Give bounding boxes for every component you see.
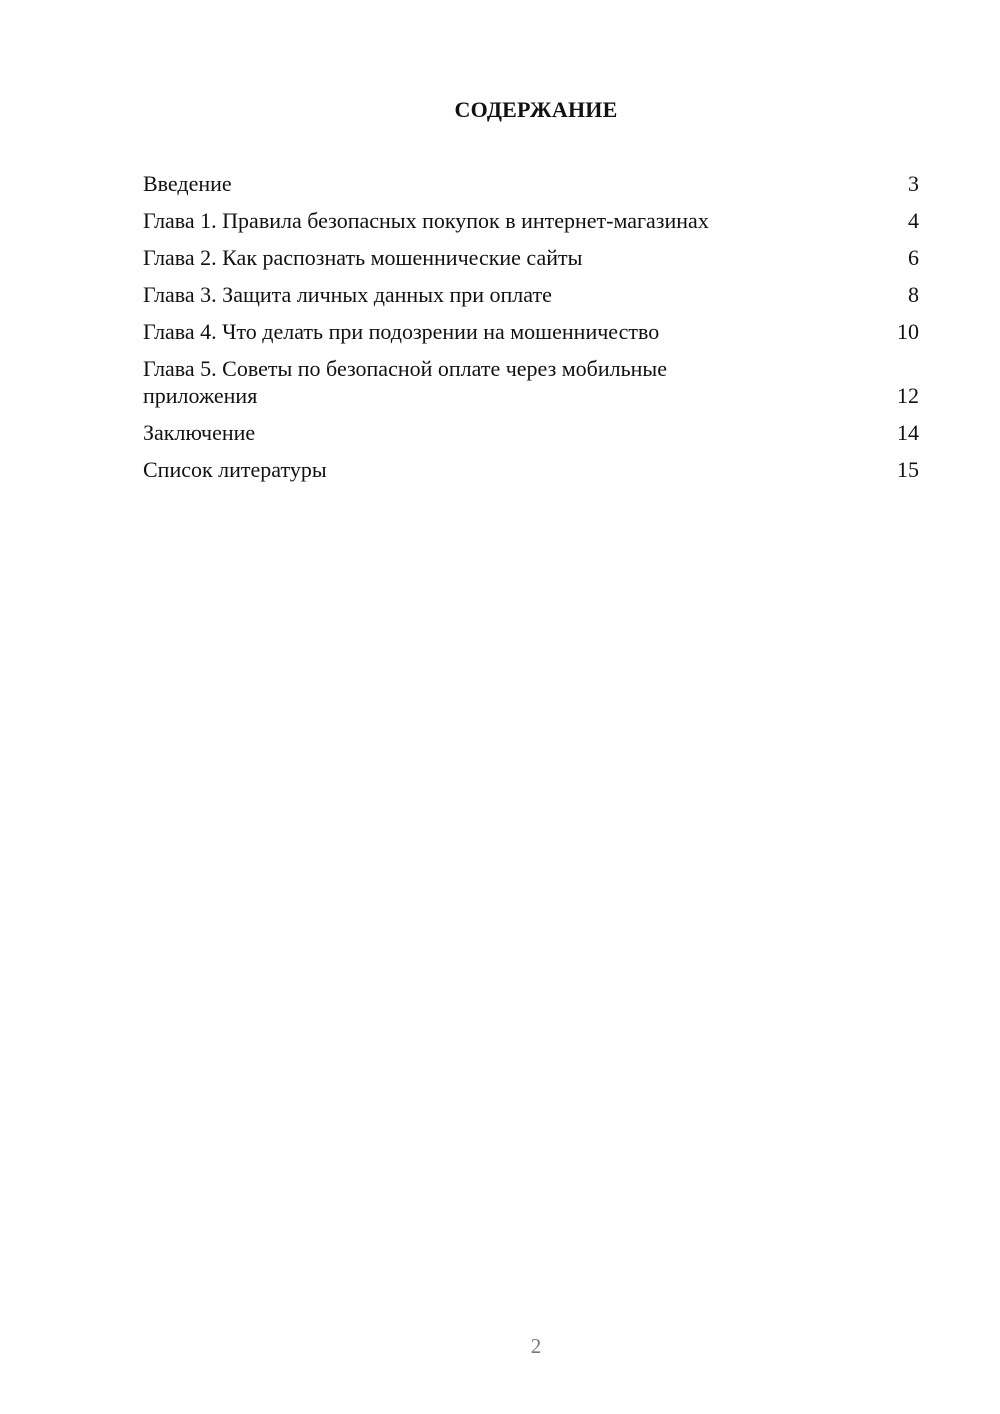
toc-entry-page: 8 [908,282,919,307]
toc-entry-page: 6 [908,245,919,270]
toc-entry-label: Глава 2. Как распознать мошеннические сайты [143,245,583,270]
toc-entry-page: 4 [908,208,919,233]
toc-entry-references[interactable] [143,456,919,483]
table-of-contents [143,170,919,493]
toc-entry-page: 14 [897,420,919,445]
toc-entry-conclusion[interactable] [143,419,919,446]
toc-entry-chapter-3[interactable] [143,281,919,308]
toc-entry-label: Список литературы [143,457,327,482]
toc-entry-chapter-2[interactable] [143,244,919,271]
toc-entry-label: Введение [143,171,232,196]
toc-entry-page: 12 [897,383,919,408]
toc-entry-page: 10 [897,319,919,344]
toc-entry-chapter-1[interactable] [143,207,919,234]
toc-entry-page: 15 [897,457,919,482]
toc-entry-page: 3 [908,171,919,196]
toc-entry-chapter-4[interactable] [143,318,919,345]
toc-entry-label: Заключение [143,420,256,445]
toc-entry-label: Глава 5. Советы по безопасной оплате через мобильные приложения [143,356,667,408]
toc-entry-chapter-5[interactable] [143,355,919,409]
page-title: СОДЕРЖАНИЕ [454,97,618,122]
toc-entry-label: Глава 3. Защита личных данных при оплате [143,282,552,307]
toc-entry-label: Глава 1. Правила безопасных покупок в интернет-магазинах [143,208,709,233]
toc-entry-introduction[interactable] [143,170,919,197]
page-number: 2 [530,1334,542,1358]
toc-entry-label: Глава 4. Что делать при подозрении на мошенничество [143,319,660,344]
